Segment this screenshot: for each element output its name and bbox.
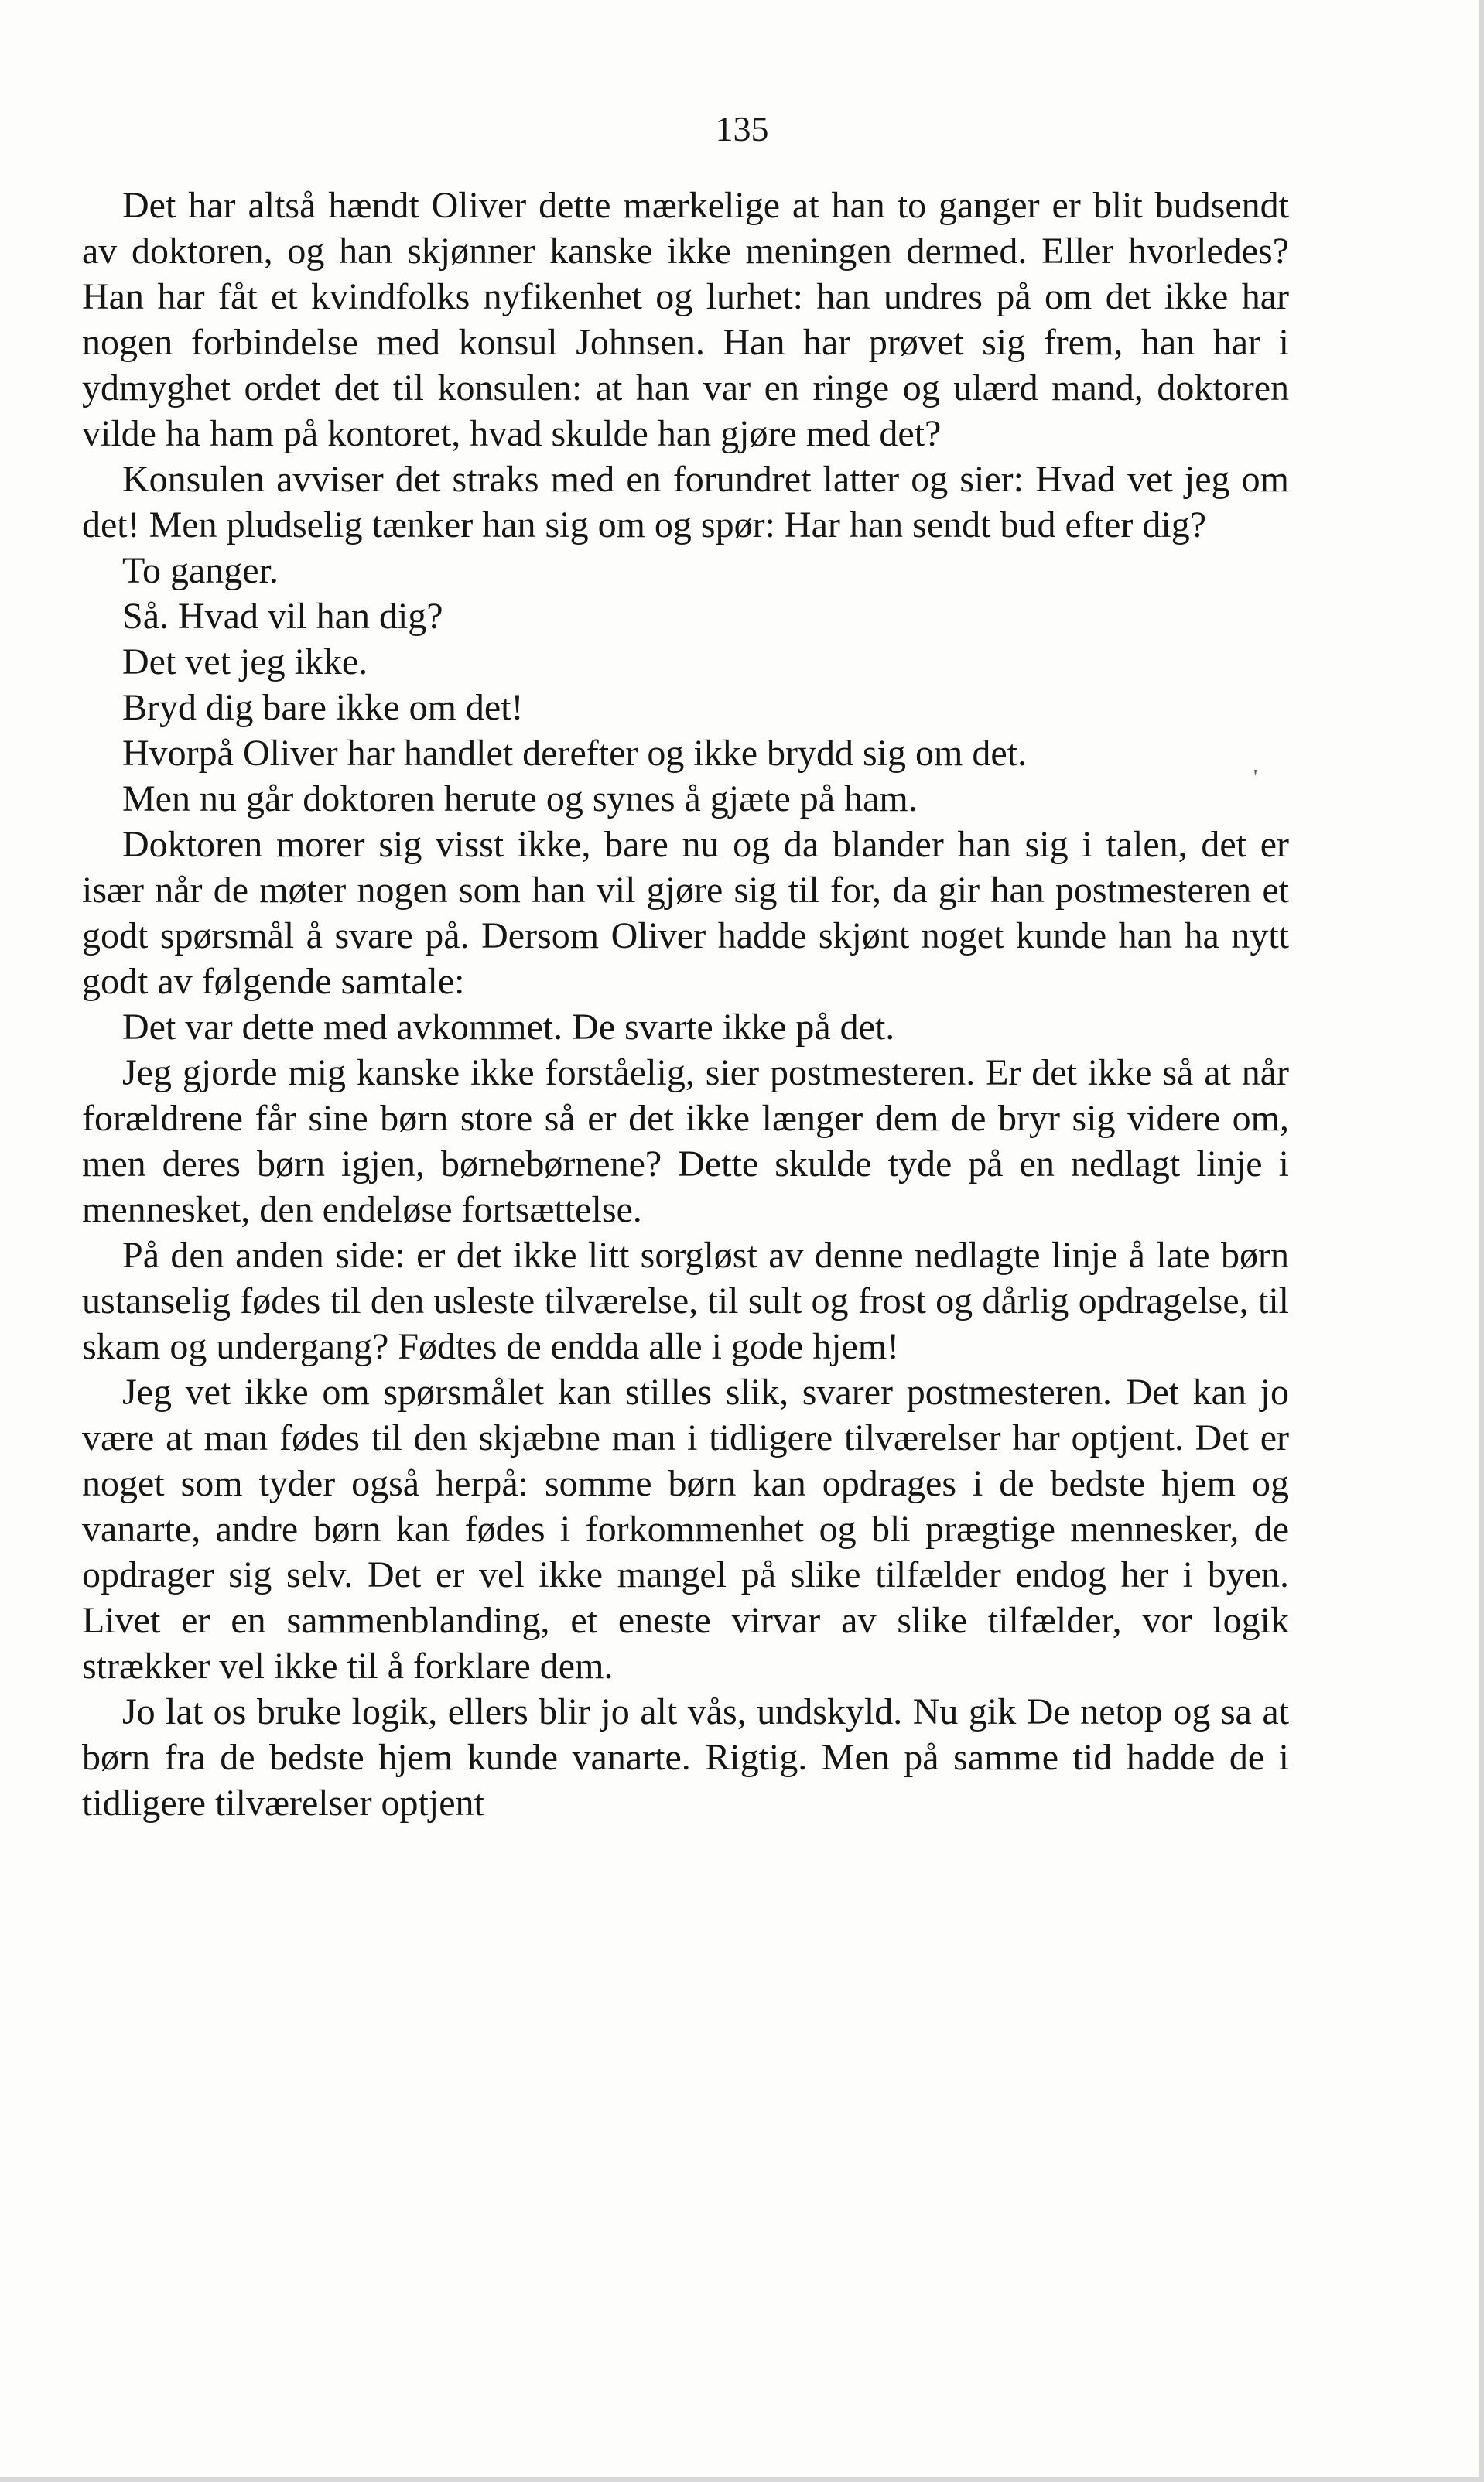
paragraph: På den anden side: er det ikke litt sorgløst av denne nedlagte linje å late børn ustanselig fødes til den usleste tilværelse, til sult og frost og dårlig opdragelse, til skam og undergang? Fødtes de endda alle i gode hjem! [82,1235,1289,1367]
paragraph: To ganger. [122,550,279,591]
paragraph: Jeg gjorde mig kanske ikke forståelig, sier postmesteren. Er det ikke så at når forældrene får sine børn store så er det ikke længer dem de bryr sig videre om, men deres børn igjen, børnebørnene? Dette skulde tyde på en nedlagt linje i mennesket, den endeløse fortsættelse. [82,1052,1289,1230]
paragraph: Bryd dig bare ikke om det! [122,687,524,728]
paragraph: Jeg vet ikke om spørsmålet kan stilles slik, svarer postmesteren. Det kan jo være at man fødes til den skjæbne man i tidligere tilværelser har optjent. Det er noget som tyder også herpå: somme børn kan opdrages i de bedste hjem og vanarte, andre børn kan fødes i forkommenhet og bli prægtige mennesker, de opdrager sig selv. Det er vel ikke mangel på slike tilfælder endog her i byen. Livet er en sammenblanding, et eneste virvar av slike tilfælder, vor logik strækker vel ikke til å forklare dem. [82,1372,1289,1687]
body-text [82,183,1289,1826]
stray-mark: ' [1253,766,1258,790]
paragraph: Hvorpå Oliver har handlet derefter og ikke brydd sig om det. [122,733,1027,774]
paragraph: Det var dette med avkommet. De svarte ikke på det. [122,1007,895,1048]
page-number: 135 [715,109,769,149]
paragraph: Det har altså hændt Oliver dette mærkelige at han to ganger er blit budsendt av doktoren, og han skjønner kanske ikke meningen dermed. Eller hvorledes? Han har fåt et kvindfolks nyfikenhet og lurhet: han undres på om det ikke har nogen forbindelse med konsul Johnsen. Han har prøvet sig frem, han har i ydmyghet ordet det til konsulen: at han var en ringe og ulærd mand, doktoren vilde ha ham på kontoret, hvad skulde han gjøre med det? [82,185,1289,454]
paragraph: Doktoren morer sig visst ikke, bare nu og da blander han sig i talen, det er især når de møter nogen som han vil gjøre sig til for, da gir han postmesteren et godt spørsmål å svare på. Dersom Oliver hadde skjønt noget kunde han ha nytt godt av følgende samtale: [82,824,1289,1002]
paragraph: Så. Hvad vil han dig? [122,596,443,637]
paragraph: Men nu går doktoren herute og synes å gjæte på ham. [122,778,918,819]
paragraph: Konsulen avviser det straks med en forundret latter og sier: Hvad vet jeg om det! Men pludselig tænker han sig om og spør: Har han sendt bud efter dig? [82,459,1289,545]
paragraph: Jo lat os bruke logik, ellers blir jo alt vås, undskyld. Nu gik De netop og sa at børn fra de bedste hjem kunde vanarte. Rigtig. Men på samme tid hadde de i tidligere tilværelser optjent [82,1691,1289,1824]
paragraph: Det vet jeg ikke. [122,641,368,682]
